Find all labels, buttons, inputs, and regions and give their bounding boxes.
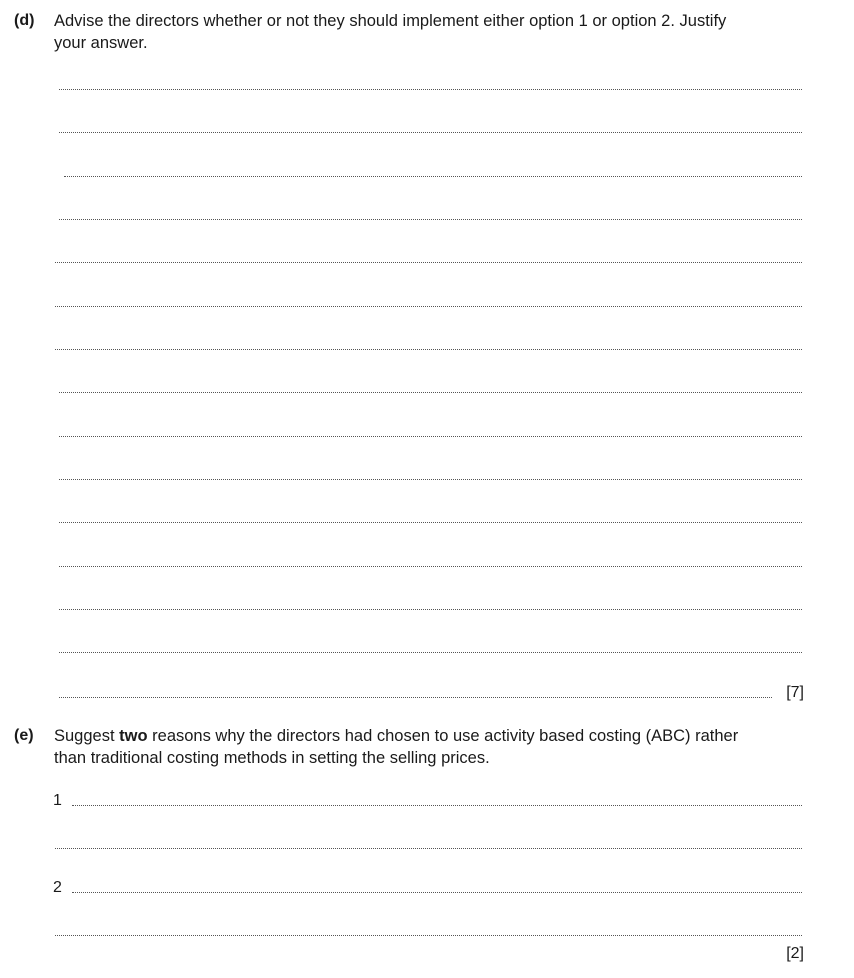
answer-line[interactable] bbox=[59, 436, 802, 437]
answer-line[interactable] bbox=[59, 89, 802, 90]
answer-line[interactable] bbox=[59, 392, 802, 393]
part-e-question bbox=[54, 725, 814, 769]
answer-line[interactable] bbox=[59, 132, 802, 133]
part-e-question-pre: Suggest bbox=[54, 727, 120, 745]
reason-1-line[interactable] bbox=[72, 805, 802, 806]
part-d-question bbox=[54, 10, 814, 54]
part-e-question-line2: than traditional costing methods in setting the selling prices. bbox=[54, 749, 490, 767]
answer-line[interactable] bbox=[55, 262, 802, 263]
part-d-question-line2: your answer. bbox=[54, 34, 148, 52]
reason-2-number: 2 bbox=[53, 879, 62, 896]
part-e-label: (e) bbox=[14, 727, 34, 744]
answer-line[interactable] bbox=[59, 522, 802, 523]
answer-line[interactable] bbox=[59, 479, 802, 480]
answer-line[interactable] bbox=[55, 306, 802, 307]
reason-2-line-2[interactable] bbox=[55, 935, 802, 936]
part-e-question-post: reasons why the directors had chosen to use activity based costing (ABC) rather bbox=[147, 727, 739, 745]
reason-2-line[interactable] bbox=[72, 892, 802, 893]
answer-line[interactable] bbox=[59, 609, 802, 610]
part-e-question-bold: two bbox=[119, 727, 148, 745]
answer-line[interactable] bbox=[64, 176, 802, 177]
answer-line[interactable] bbox=[59, 566, 802, 567]
reason-1-line-2[interactable] bbox=[55, 848, 802, 849]
part-d-label: (d) bbox=[14, 12, 35, 29]
answer-line[interactable] bbox=[59, 697, 772, 698]
answer-line[interactable] bbox=[59, 652, 802, 653]
part-d-question-line1: Advise the directors whether or not they should implement either option 1 or option 2. Justify bbox=[54, 12, 727, 30]
part-d-marks: [7] bbox=[786, 684, 804, 701]
part-e-question-line1 bbox=[54, 725, 814, 747]
reason-1-number: 1 bbox=[53, 792, 62, 809]
part-e-marks: [2] bbox=[786, 945, 804, 962]
answer-line[interactable] bbox=[59, 219, 802, 220]
answer-line[interactable] bbox=[55, 349, 802, 350]
